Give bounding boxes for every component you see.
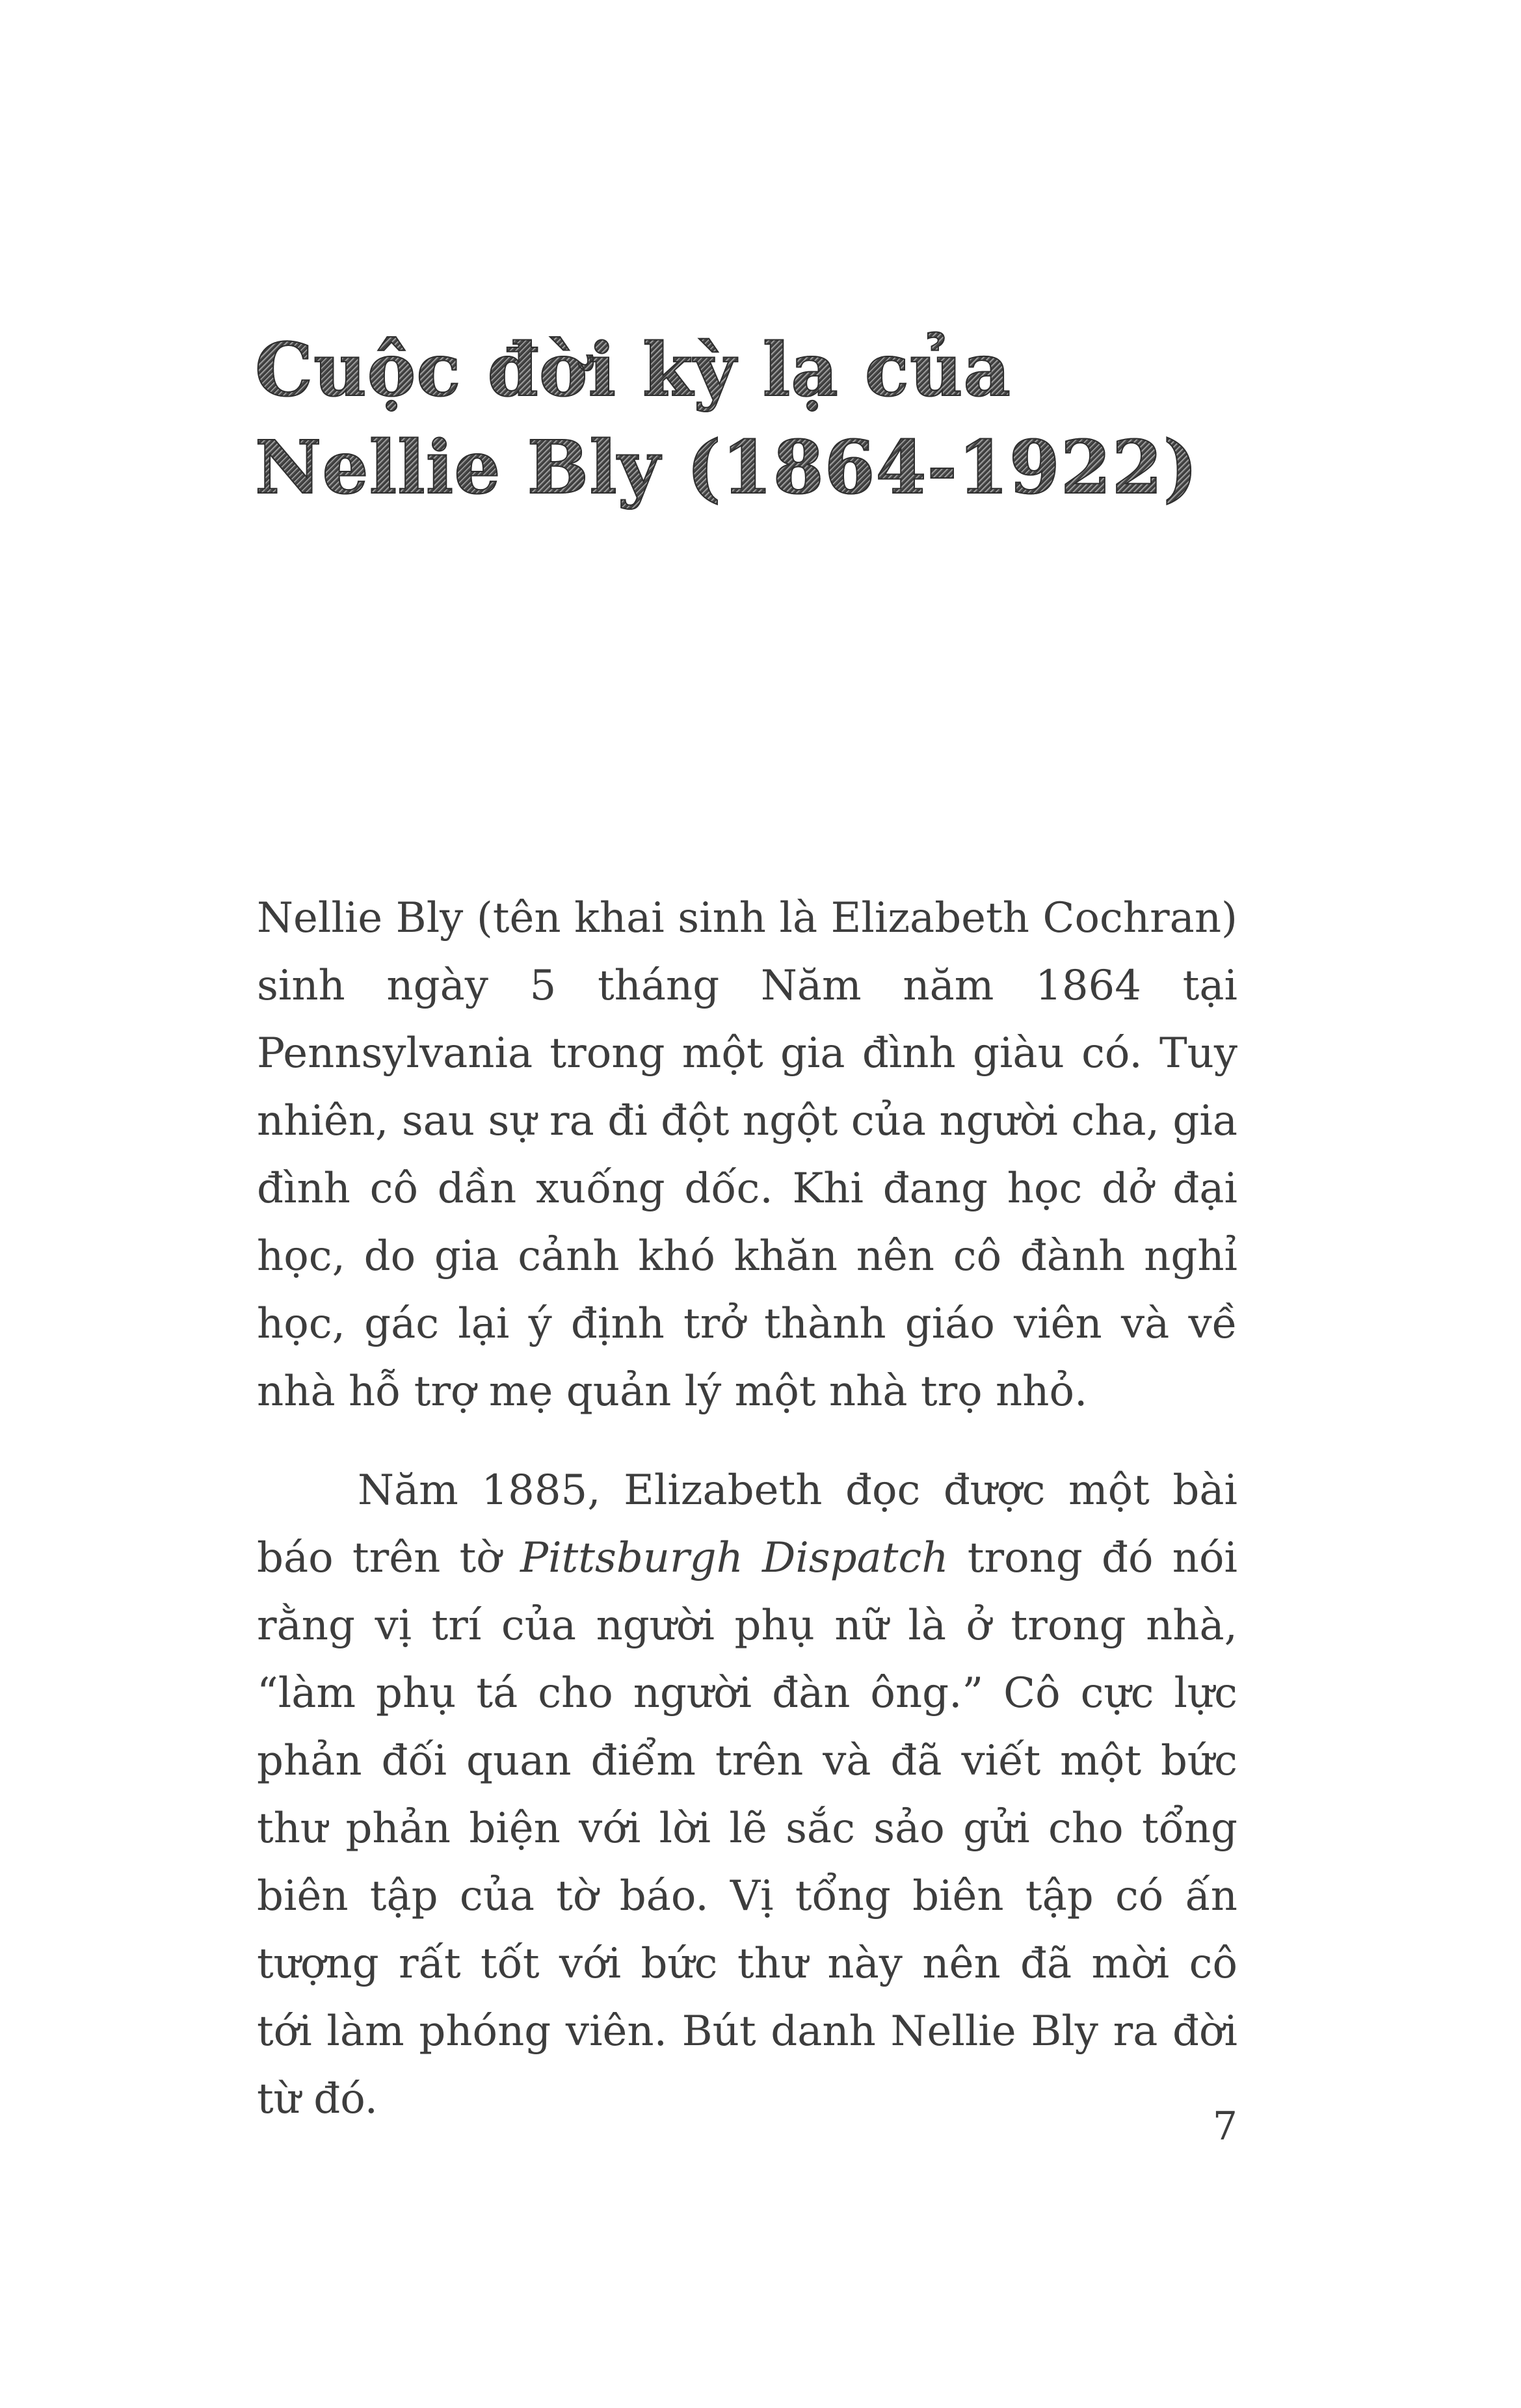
page-number: 7 (1212, 2104, 1237, 2149)
paragraph-2-part-1: Năm 1885, Elizabeth đọc được một bài báo trên tờ (257, 1466, 1237, 1582)
paragraph-2 (257, 1457, 1237, 2133)
paragraph-1: Nellie Bly (tên khai sinh là Elizabeth Cochran) sinh ngày 5 tháng Năm năm 1864 tại Pennsylvania trong một gia đình giàu có. Tuy nhiên, sau sự ra đi đột ngột của người cha, gia đình cô dần xuống dốc. Khi đang học dở đại học, do gia cảnh khó khăn nên cô đành nghỉ học, gác lại ý định trở thành giáo viên và về nhà hỗ trợ mẹ quản lý một nhà trọ nhỏ. (257, 894, 1237, 1416)
paragraph-2-part-2: trong đó nói rằng vị trí của người phụ nữ là ở trong nhà, “làm phụ tá cho người đàn ông.” Cô cực lực phản đối quan điểm trên và đã viết một bức thư phản biện với lời lẽ sắc sảo gửi cho tổng biên tập của tờ báo. Vị tổng biên tập có ấn tượng rất tốt với bức thư này nên đã mời cô tới làm phóng viên. Bút danh Nellie Bly ra đời từ đó. (257, 1534, 1238, 2123)
paragraph-2-italic-title: Pittsburgh Dispatch (520, 1534, 949, 1582)
body-text (257, 884, 1237, 2133)
chapter-title-line-2: Nellie Bly (1864-1922) (255, 419, 1360, 517)
chapter-title (255, 322, 1360, 517)
chapter-title-line-1: Cuộc đời kỳ lạ của (255, 322, 1360, 419)
